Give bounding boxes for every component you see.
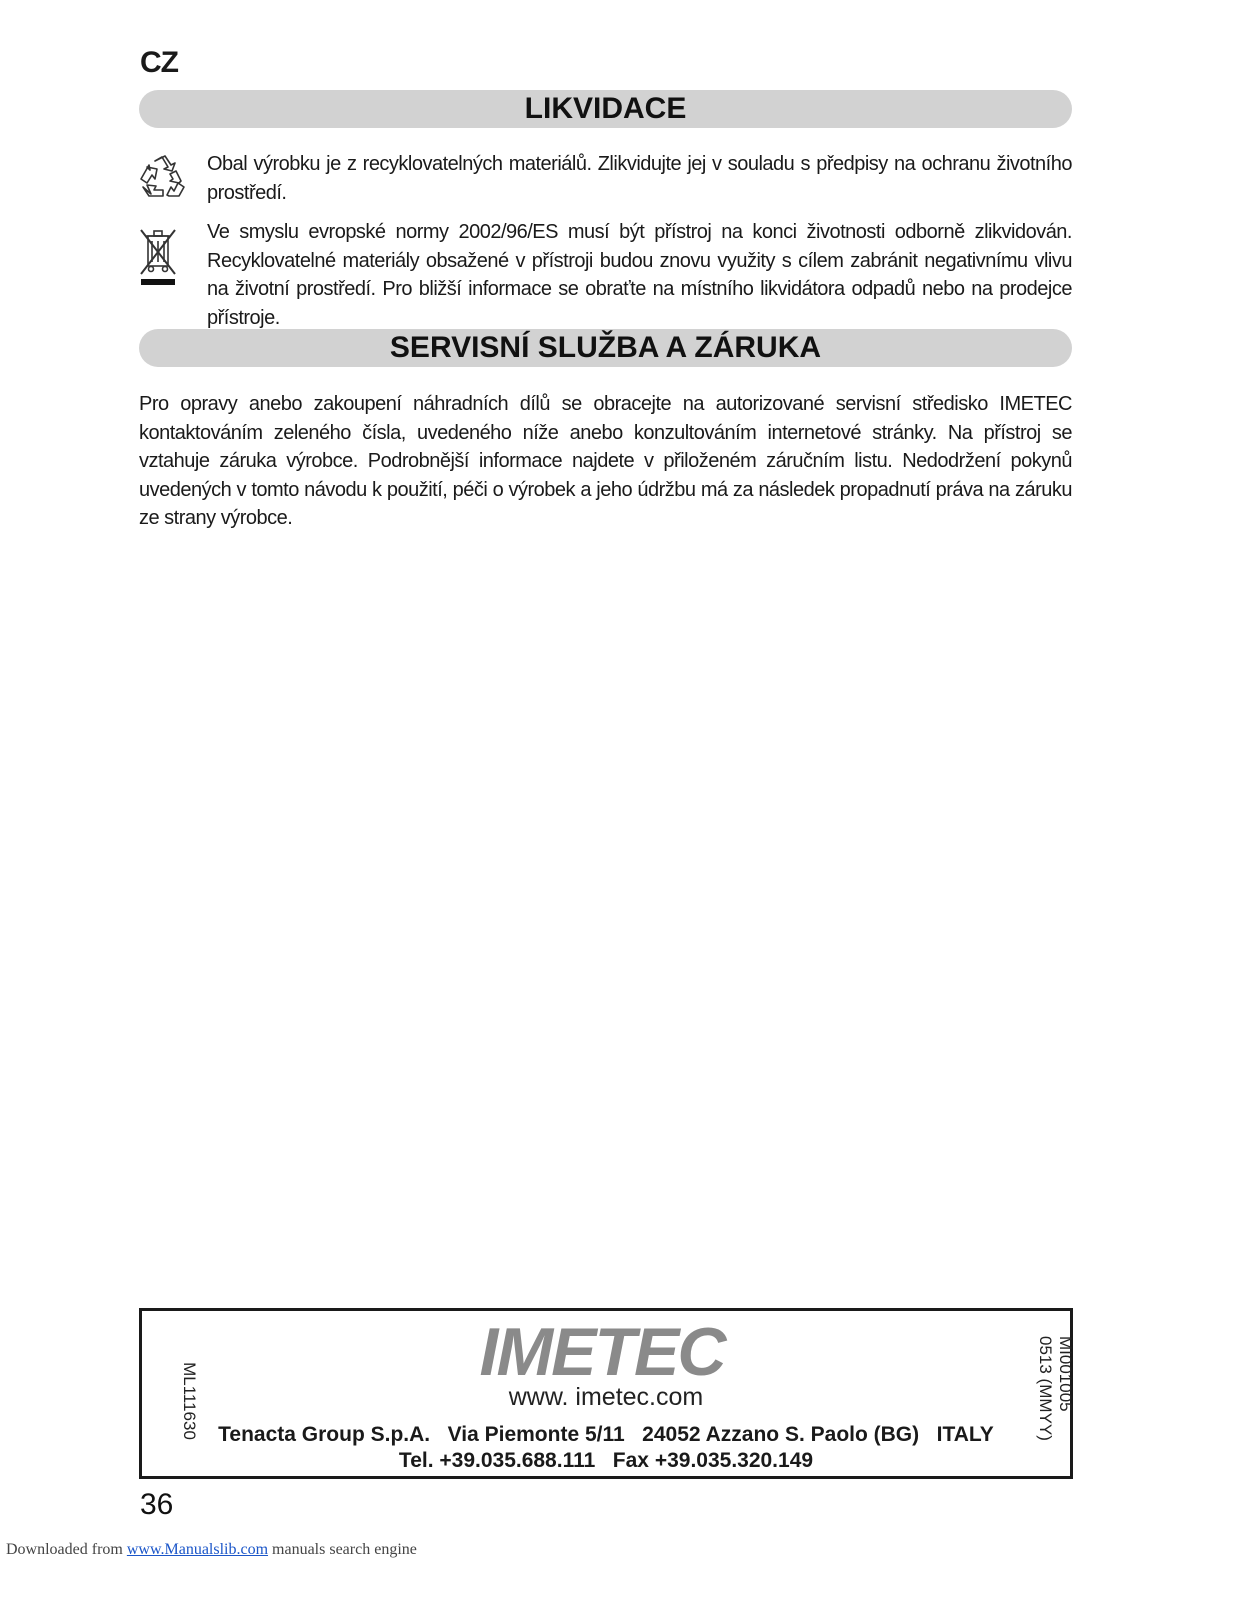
disposal-paragraph-weee: Ve smyslu evropské normy 2002/96/ES musí být přístroj na konci životnosti odborně zlikvidován. Recyklovatelné materiály obsažené v přístroji budou znovu využity s cílem zabránit negativnímu vlivu na životní prostředí. Pro bližší informace se obraťte na místního likvidátora odpadů nebo na prodejce přístroje. (207, 221, 1072, 329)
footer-box (139, 1308, 1073, 1479)
company-address: Tenacta Group S.p.A. Via Piemonte 5/11 24052 Azzano S. Paolo (BG) ITALY (218, 1423, 994, 1446)
disposal-paragraph-packaging: Obal výrobku je z recyklovatelných materiálů. Zlikvidujte jej v souladu s předpisy na ochranu životního prostředí. (207, 153, 1072, 204)
company-phone-fax: Tel. +39.035.688.111 Fax +39.035.320.149 (398, 1449, 814, 1472)
crossed-bin-icon (137, 226, 179, 293)
service-paragraph: Pro opravy anebo zakoupení náhradních dílů se obracejte na autorizované servisní středisko IMETEC kontaktováním zeleného čísla, uvedeného níže anebo konzultováním internetové stránky. Na přístroj se vztahuje záruka výrobce. Podrobnější informace najdete v přiloženém záručním listu. Nedodržení pokynů uvedených v tomto návodu k použití, péči o výrobek a jeho údržbu má za následek propadnutí práva na záruku ze strany výrobce. (139, 393, 1072, 529)
code-right-line2: 0513 (MMYY) (1036, 1336, 1055, 1441)
section-title-service: SERVISNÍ SLUŽBA A ZÁRUKA (139, 329, 1072, 367)
code-right (1015, 1336, 1075, 1441)
page-number: 36 (140, 1488, 174, 1521)
language-code: CZ (140, 46, 178, 79)
download-suffix: manuals search engine (268, 1541, 417, 1558)
recycle-icon (137, 155, 187, 204)
download-note (6, 1541, 417, 1559)
download-prefix: Downloaded from (6, 1541, 127, 1558)
logo-text: IMETEC (479, 1319, 725, 1389)
code-right-line1: MI001005 (1056, 1336, 1075, 1412)
website-url[interactable]: www. imetec.com (508, 1383, 704, 1411)
section-title-disposal: LIKVIDACE (139, 90, 1072, 128)
manualslib-link[interactable]: www.Manualslib.com (126, 1541, 269, 1558)
code-left: ML111630 (180, 1362, 199, 1440)
